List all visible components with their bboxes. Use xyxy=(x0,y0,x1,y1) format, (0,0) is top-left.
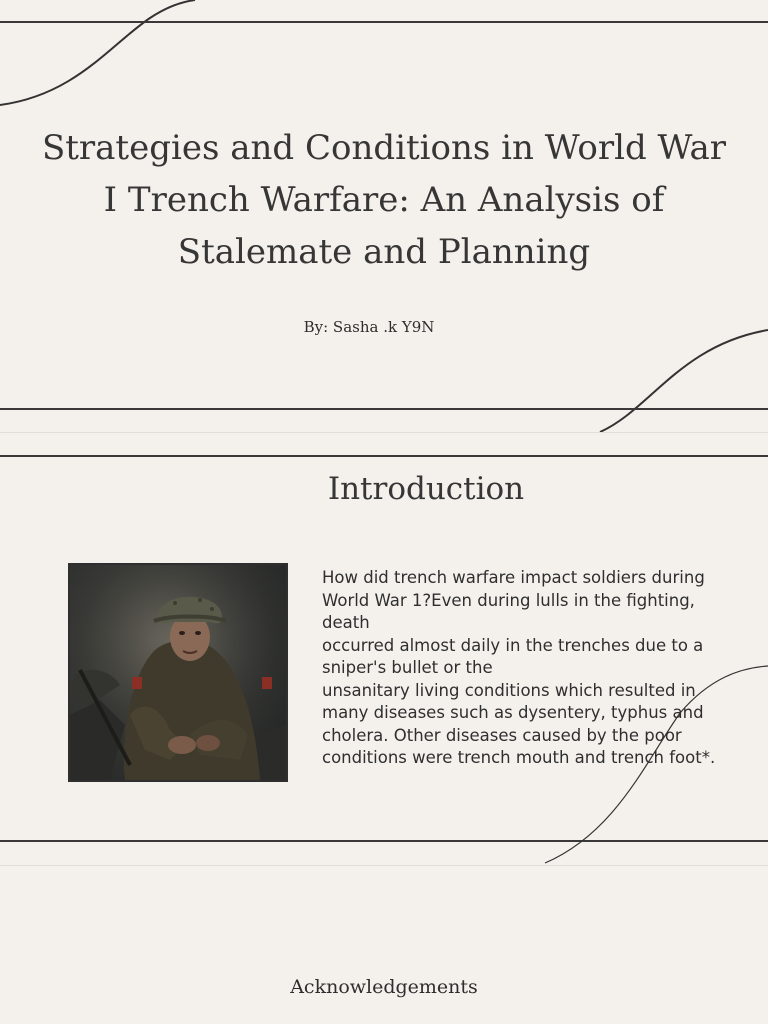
bottom-divider-line xyxy=(0,408,768,410)
author-line: By: Sasha .k Y9N xyxy=(303,318,435,336)
soldier-image-icon xyxy=(70,565,286,780)
bottom-divider-line xyxy=(0,840,768,842)
soldier-photo xyxy=(68,563,288,782)
document-title: Strategies and Conditions in World War I Trench Warfare: An Analysis of Stalemate and Planning xyxy=(41,128,727,272)
acknowledgements-slide xyxy=(0,866,768,1024)
top-divider-line xyxy=(0,21,768,23)
acknowledgements-heading: Acknowledgements xyxy=(290,976,478,998)
section-heading: Introduction xyxy=(327,471,525,507)
introduction-slide xyxy=(0,433,768,865)
introduction-body: How did trench warfare impact soldiers during World War 1?Even during lulls in the fighting, death occurred almost daily in the trenches due to a sniper's bullet or the unsanitary living conditions which resulted in many diseases such as dysentery, typhus and cholera. Other diseases caused by the poor conditions were trench mouth and trench foot*. xyxy=(322,568,716,767)
top-divider-line xyxy=(0,455,768,457)
cover-slide xyxy=(0,0,768,432)
